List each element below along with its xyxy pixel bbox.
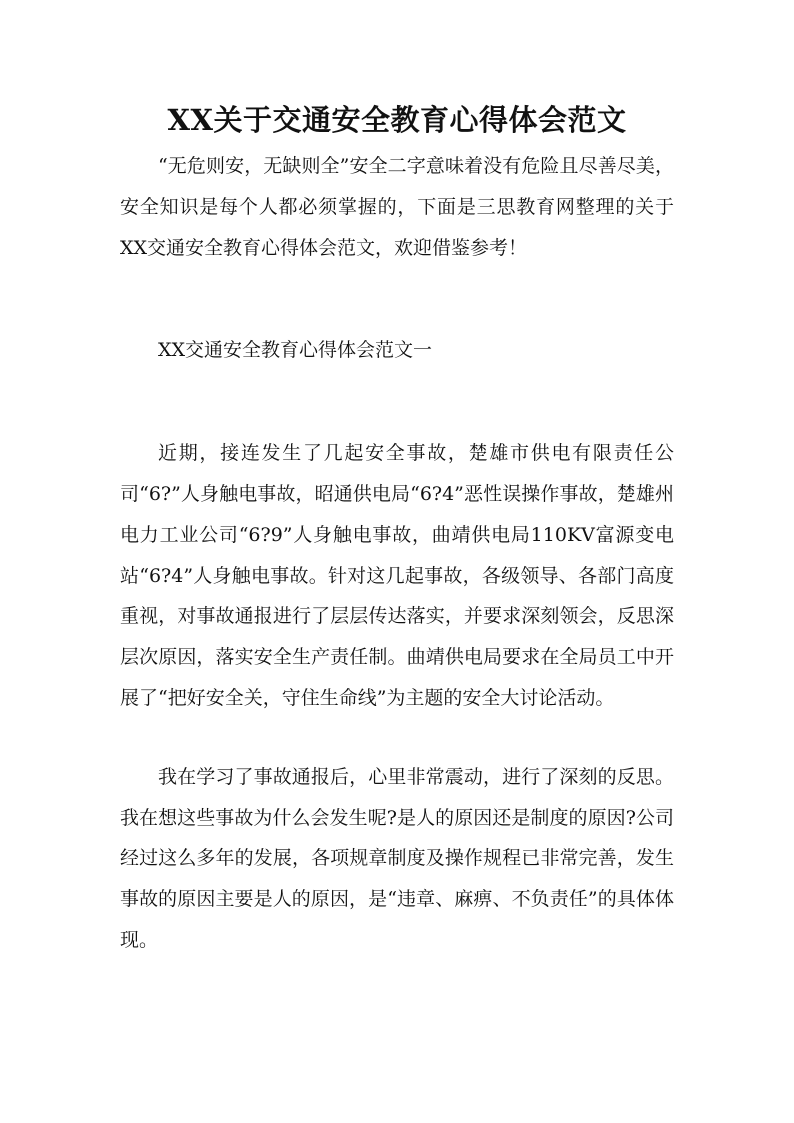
document-title: XX关于交通安全教育心得体会范文 bbox=[167, 103, 627, 137]
section-heading: XX交通安全教育心得体会范文一 bbox=[158, 339, 433, 362]
intro-paragraph: “无危则安，无缺则全”安全二字意味着没有危险且尽善尽美，安全知识是每个人都必须掌握的，下面是三思教育网整理的关于XX交通安全教育心得体会范文，欢迎借鉴参考！ bbox=[120, 155, 674, 259]
body-paragraph-2: 我在学习了事故通报后，心里非常震动，进行了深刻的反思。我在想这些事故为什么会发生呢?是人的原因还是制度的原因?公司经过这么多年的发展，各项规章制度及操作规程已非常完善，发生事故的原因主要是人的原因，是“违章、麻痹、不负责任”的具体体现。 bbox=[120, 765, 674, 951]
body-paragraph-1: 近期，接连发生了几起安全事故，楚雄市供电有限责任公司“6?”人身触电事故，昭通供电局“6?4”恶性误操作事故，楚雄州电力工业公司“6?9”人身触电事故，曲靖供电局110KV富源变电站“6?4”人身触电事故。针对这几起事故，各级领导、各部门高度重视，对事故通报进行了层层传达落实，并要求深刻领会，反思深层次原因，落实安全生产责任制。曲靖供电局要求在全局员工中开展了“把好安全关，守住生命线”为主题的安全大讨论活动。 bbox=[120, 442, 674, 709]
